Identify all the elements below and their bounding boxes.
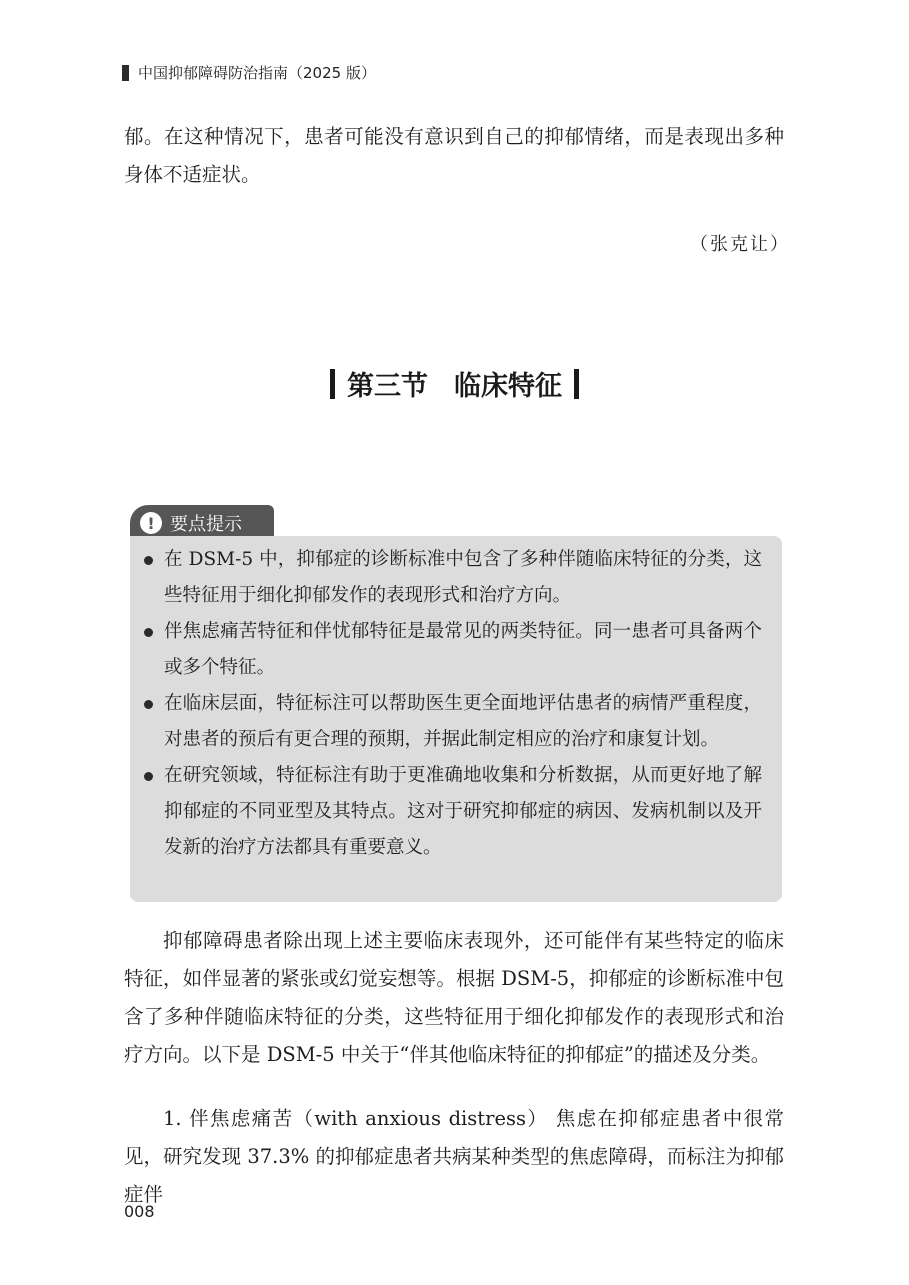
key-points-title: 要点提示: [170, 514, 242, 535]
running-header: [122, 62, 376, 83]
key-point-item: 在 DSM-5 中，抑郁症的诊断标准中包含了多种伴随临床特征的分类，这些特征用于细化抑郁发作的表现形式和治疗方向。: [164, 542, 762, 614]
section-number: 第三节: [347, 371, 428, 402]
body-paragraph-item-1: 1. 伴焦虑痛苦（with anxious distress） 焦虑在抑郁症患者中很常见，研究发现 37.3% 的抑郁症患者共病某种类型的焦虑障碍，而标注为抑郁症伴: [124, 1107, 784, 1206]
section-heading: [0, 364, 909, 403]
author-credit: （张克让）: [690, 234, 790, 255]
key-points-list: [130, 536, 782, 866]
key-point-item: 在临床层面，特征标注可以帮助医生更全面地评估患者的病情严重程度，对患者的预后有更合理的预期，并据此制定相应的治疗和康复计划。: [164, 686, 762, 758]
body-paragraph: 抑郁障碍患者除出现上述主要临床表现外，还可能伴有某些特定的临床特征，如伴显著的紧张或幻觉妄想等。根据 DSM-5，抑郁症的诊断标准中包含了多种伴随临床特征的分类，这些特征用于细化抑郁发作的表现形式和治疗方向。以下是 DSM-5 中关于“伴其他临床特征的抑郁症”的描述及分类。: [124, 929, 784, 1066]
exclamation-circle-icon: !: [140, 512, 162, 534]
key-point-item: 伴焦虑痛苦特征和伴忧郁特征是最常见的两类特征。同一患者可具备两个或多个特征。: [164, 614, 762, 686]
header-marker: [122, 65, 129, 81]
key-points-box: [130, 536, 782, 902]
section-title: 临床特征: [454, 371, 562, 402]
heading-bar-right: [574, 369, 579, 399]
heading-bar-left: [330, 369, 335, 399]
continued-paragraph: 郁。在这种情况下，患者可能没有意识到自己的抑郁情绪，而是表现出多种身体不适症状。: [124, 125, 784, 186]
page-number: 008: [124, 1202, 155, 1221]
book-title: 中国抑郁障碍防治指南（2025 版）: [138, 64, 376, 82]
key-point-item: 在研究领域，特征标注有助于更准确地收集和分析数据，从而更好地了解抑郁症的不同亚型及其特点。这对于研究抑郁症的病因、发病机制以及开发新的治疗方法都具有重要意义。: [164, 758, 762, 866]
